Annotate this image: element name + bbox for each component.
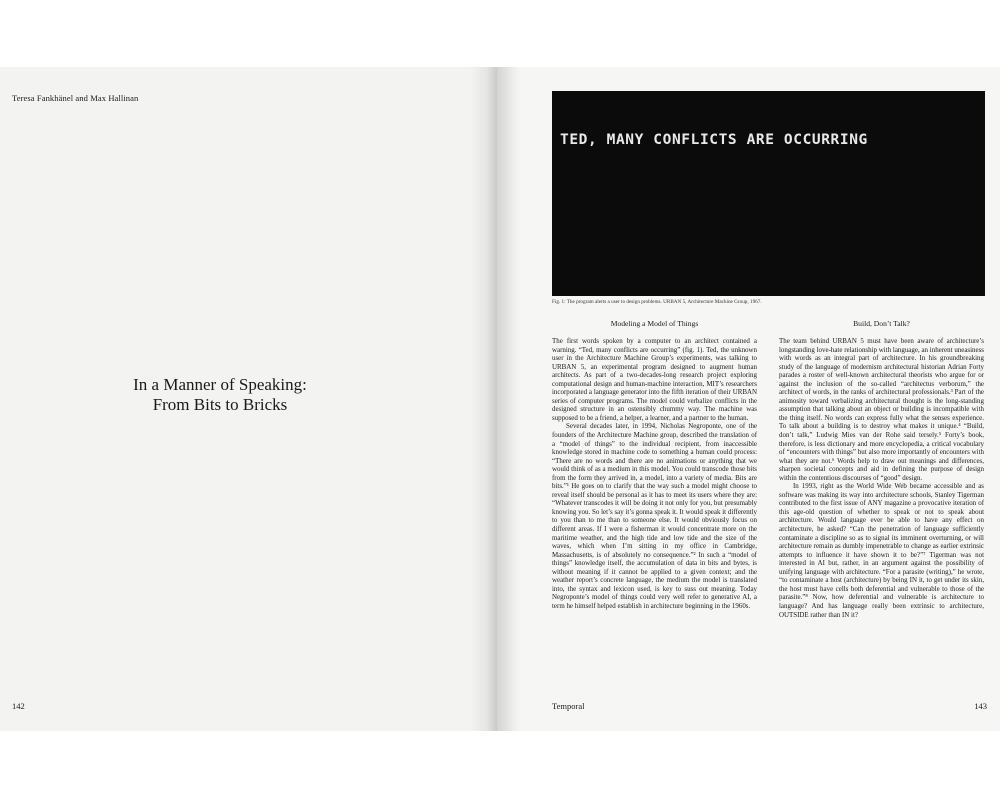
column-body-right: [779, 337, 984, 619]
paragraph: In 1993, right as the World Wide Web became accessible and as software was making its way into architecture schools, Stanley Tigerman contributed to the first issue of ANY magazine a provocative iteration of this age-old question of whether to speak or not to speak about architecture. Would language ever be able to have any effect on architecture, he asked? “Can the penetration of language sufficiently contaminate a discipline so as to signal its imminent overturning, or will architecture remain as dumbly impenetrable to change as earlier extrinsic attempts to influence it have shown it to be?”⁷ Tigerman was not interested in AI but, rather, in an argument against the possibility of unifying language with architecture. “For a parasite (writing),” he wrote, “to contaminate a host (architecture) by being IN it, to get under its skin, the host must have cells both deferential and vulnerable to those of the parasite.”⁸ Now, how deferential and vulnerable is architecture to language? And has language really been extrinsic to architecture, OUTSIDE rather than IN it?: [779, 482, 984, 619]
section-heading-right: Build, Don’t Talk?: [853, 319, 910, 328]
left-page: [0, 67, 497, 731]
page-number-left: 142: [12, 701, 25, 711]
figure-terminal-text: TED, MANY CONFLICTS ARE OCCURRING: [560, 132, 868, 148]
gutter-shadow-right: [497, 67, 521, 731]
column-body-left: [552, 337, 757, 611]
chapter-title: [110, 375, 330, 415]
book-spread: [0, 67, 1000, 731]
paragraph: Several decades later, in 1994, Nicholas Negroponte, one of the founders of the Architecture Machine group, described the translation of a “model of things” to the individual recipient, from inaccessible knowledge stored in machine code to something a human could process: “There are no words and there are no animations or anything that we would think of as a medium in this model. You could transcode those bits from the form they arrived in, a model, into a variety of media. Bits are bits.”¹ He goes on to clarify that the way such a model might choose to reveal itself should be personal as it has to meet its users where they are: “Whatever transcodes it will be doing it not only for you, but presumably knowing you. So let’s say it’s gonna speak it. It would speak it differently to you than to me than to someone else. It would obviously focus on different areas. If I were a fisherman it would concentrate more on the maritime weather, and the high tide and low tide and the size of the waves, which when I’m sitting in my office in Cambridge, Massachusetts, is of absolutely no consequence.”² In such a “model of things” knowledge itself, the accumulation of data in bits and bytes, is without meaning if it cannot be applied to a given context; and the weather report’s concrete language, the medium the model is translated into, the syntax and lexicon used, is key to suss out meaning. Today Negroponte’s model of things could very well refer to generative AI, a term he himself helped establish in architecture beginning in the 1960s.: [552, 422, 757, 610]
running-head-authors: Teresa Fankhänel and Max Hallinan: [12, 93, 139, 103]
running-foot: Temporal: [552, 701, 585, 711]
right-page: [497, 67, 1000, 731]
text-column-right: [779, 319, 984, 619]
chapter-title-line-1: In a Manner of Speaking:: [133, 375, 307, 395]
chapter-title-line-2: From Bits to Bricks: [152, 395, 288, 415]
paragraph: The first words spoken by a computer to an architect contained a warning. “Ted, many conflicts are occurring” (fig. 1). Ted, the unknown user in the Architecture Machine Group’s experiments, was talking to URBAN 5, an experimental program designed to augment human architects. As part of a two-decades-long research project exploring computational design and human-machine interaction, MIT’s researchers incorporated a language generator into the fifth iteration of their URBAN series of computer programs. The model could verbalize conflicts in the designed structure in an ostensibly chummy way. The machine was supposed to be a friend, a helper, a learner, and a partner to the human.: [552, 337, 757, 422]
figure-terminal-screen: [552, 91, 985, 296]
figure-caption: Fig. 1: The program alerts a user to design problems. URBAN 5, Architecture Machine Group, 1967.: [552, 299, 762, 305]
gutter-shadow-left: [470, 67, 498, 731]
text-column-left: [552, 319, 757, 611]
section-heading-left: Modeling a Model of Things: [610, 319, 699, 328]
page-number-right: 143: [974, 701, 987, 711]
paragraph: The team behind URBAN 5 must have been aware of architecture’s longstanding love-hate relationship with language, an inherent uneasiness with words as an integral part of architecture. In his groundbreaking study of the language of modernism architectural historian Adrian Forty parades a roster of well-known architectural theorists who argue for or against the inclusion of the so-called “architectus verborum,” the architect of words, in the ranks of architectural professionals.³ Part of the animosity toward verbalizing architectural thought is the long-standing assumption that talking about an object or building is incompatible with the thing itself. No words can express fully what the senses experience. To talk about a building is to destroy what makes it unique.⁴ “Build, don’t talk,” Ludwig Mies van der Rohe said tersely.⁵ Forty’s book, therefore, is less dictionary and more encyclopedia, a critical vocabulary of “encounters with things” but also more importantly of encounters with what they are not.⁶ Words help to draw out meanings and differences, sharpen societal concepts and aid in defining the purpose of design within the contentious discourses of “good” design.: [779, 337, 984, 482]
